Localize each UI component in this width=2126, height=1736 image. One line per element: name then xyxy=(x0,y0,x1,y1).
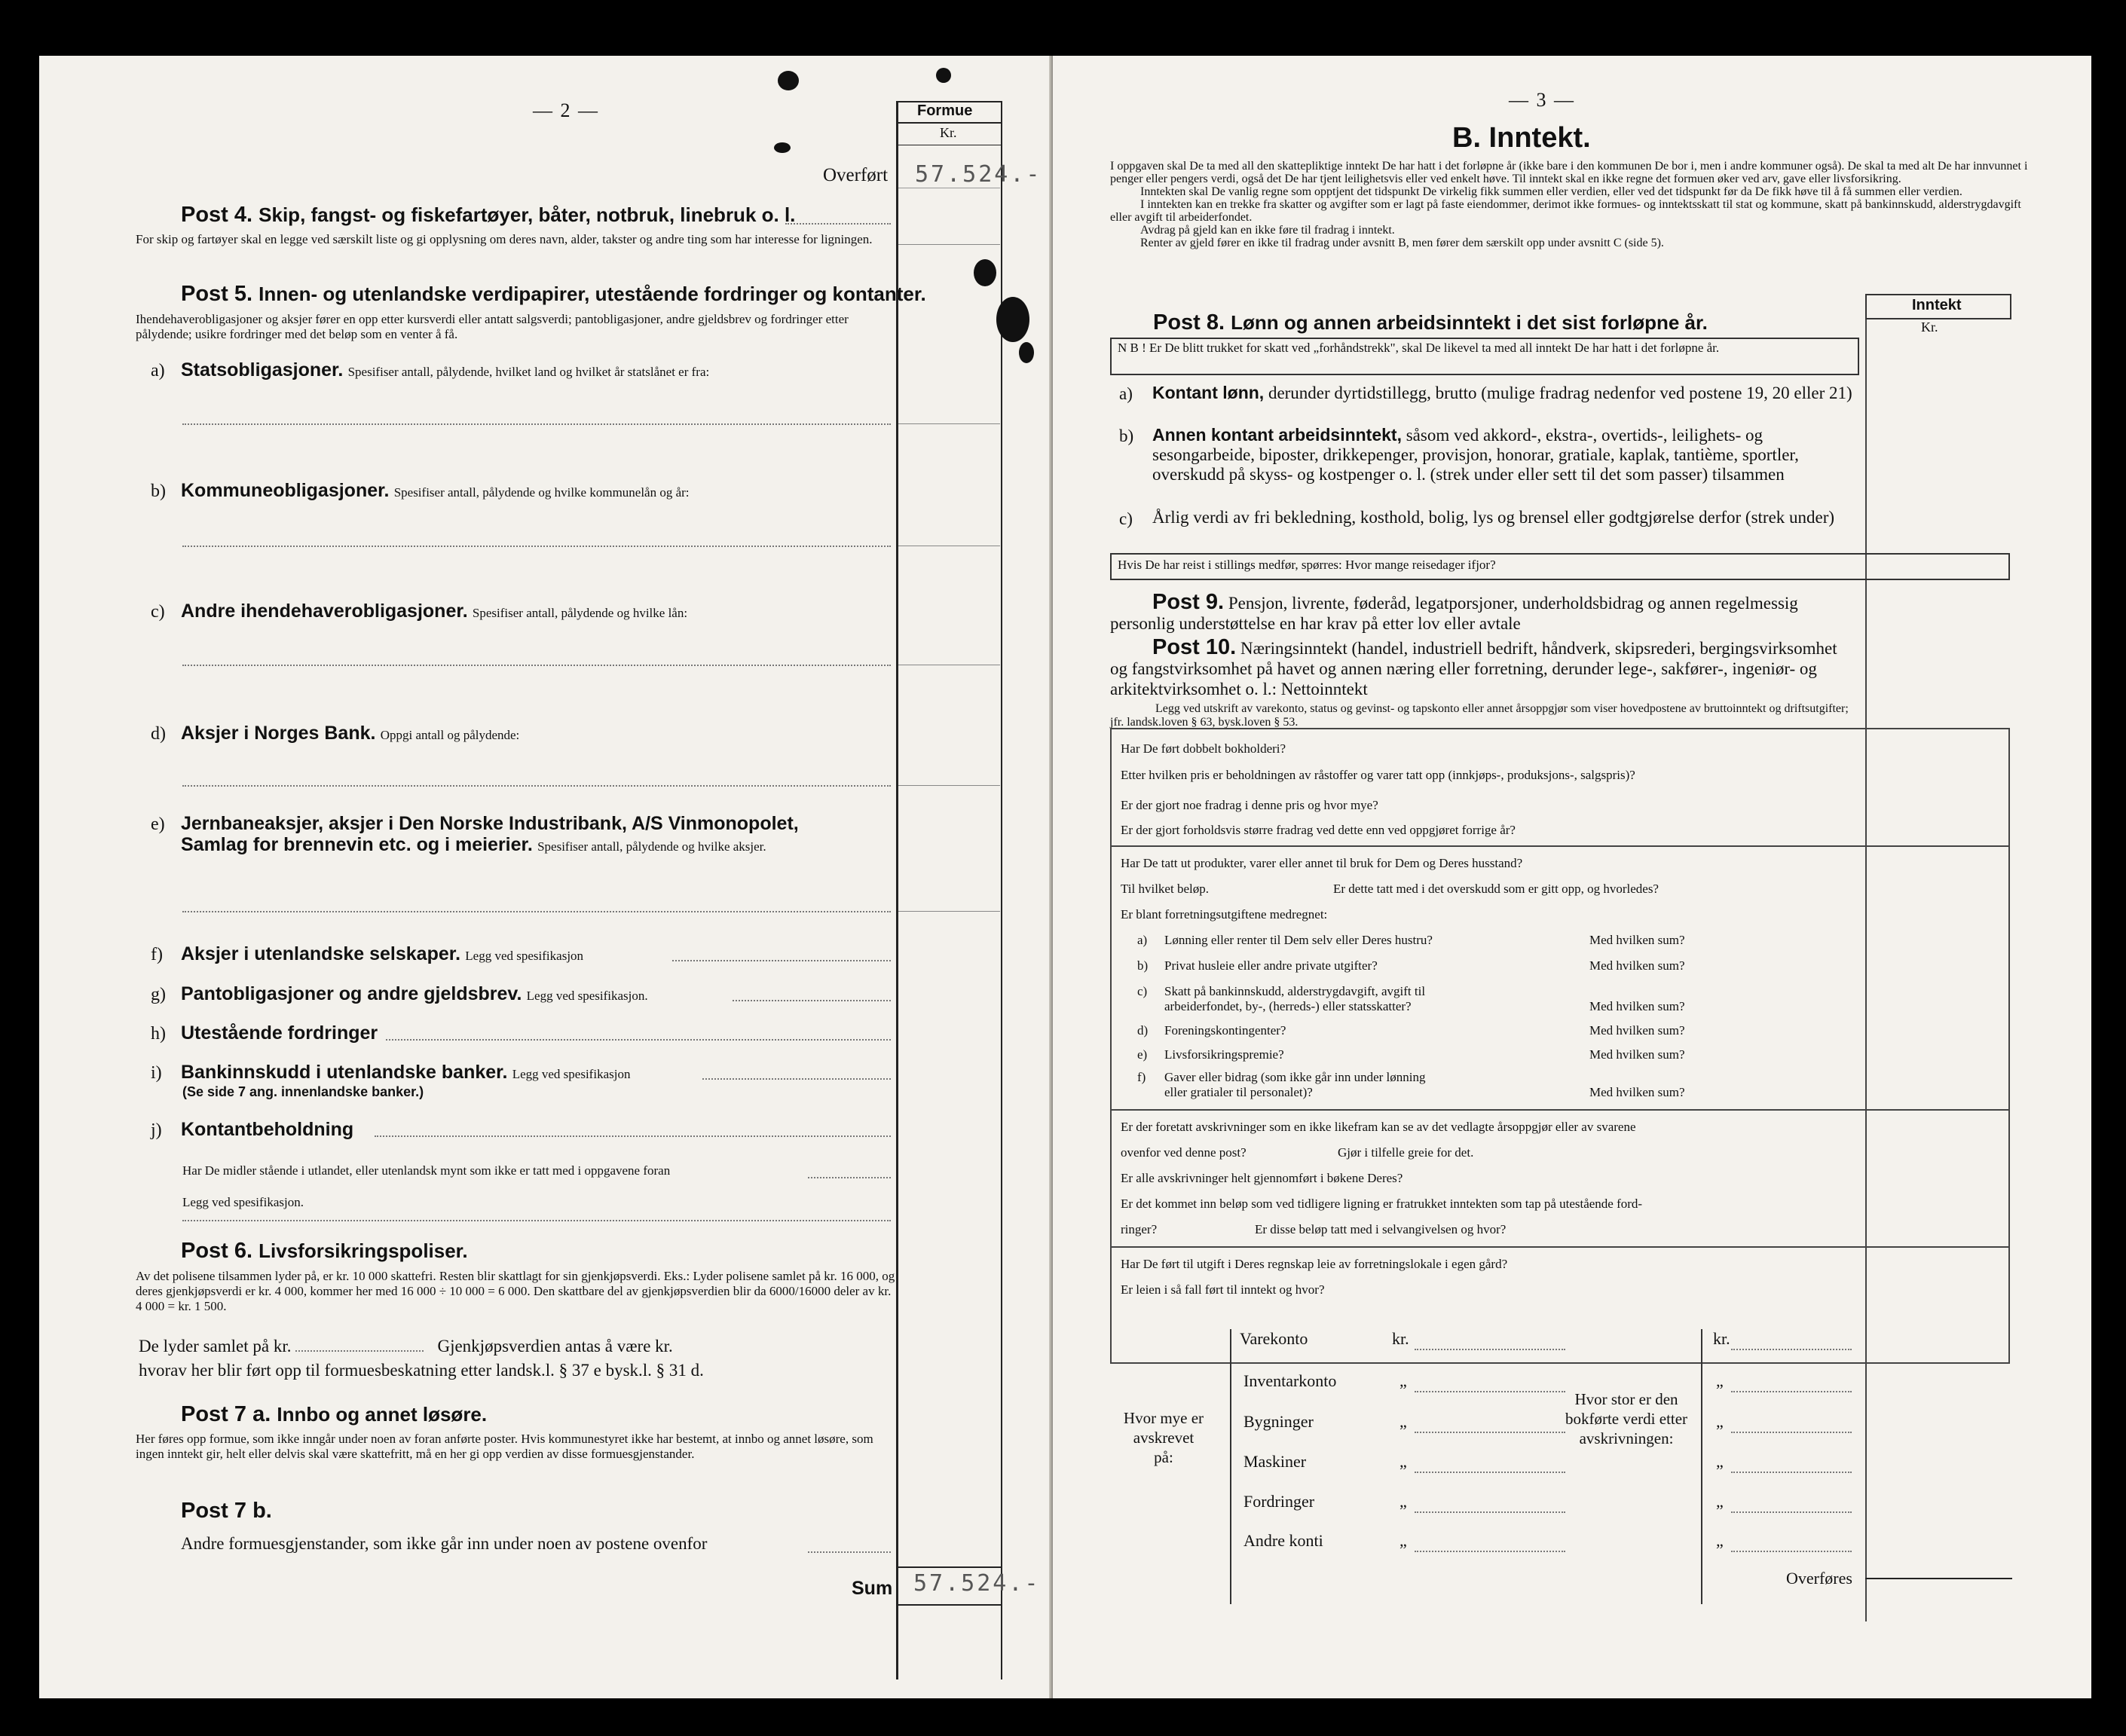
questions-divider xyxy=(1110,1109,2008,1111)
avskr-kr: kr. xyxy=(1713,1329,1730,1348)
post4-title xyxy=(181,203,795,228)
formue-row-line xyxy=(898,911,1000,912)
write-line[interactable] xyxy=(182,1220,891,1221)
item-letter: a) xyxy=(1119,384,1133,403)
item-desc: Legg ved spesifikasjon xyxy=(512,1067,631,1081)
question: Skatt på bankinnskudd, alderstrygdavgift, avgift til xyxy=(1164,984,1426,998)
write-line[interactable] xyxy=(182,546,891,547)
item-desc: Legg ved spesifikasjon xyxy=(465,949,584,963)
inntekt-header: Inntekt xyxy=(1912,297,1962,313)
item-letter: e) xyxy=(1137,1047,1148,1062)
pantobligasjoner-item xyxy=(181,983,648,1005)
jernbaneaksjer-item xyxy=(181,813,799,835)
item-text: derunder dyrtidstillegg, brutto (mulige fradrag nedenfor ved postene 19, 20 eller 21) xyxy=(1268,384,1852,402)
item-label: Jernbaneaksjer, aksjer i Den Norske Industribank, A/S Vinmonopolet, xyxy=(181,813,799,834)
avskr-field[interactable] xyxy=(1415,1511,1565,1513)
overfores-label: Overføres xyxy=(1786,1569,1852,1588)
sum-rule xyxy=(896,1566,1002,1568)
aksjer-norges-bank-item xyxy=(181,723,519,744)
ditto-mark: „ xyxy=(1716,1452,1724,1471)
item-desc: Oppgi antall og pålydende: xyxy=(380,728,520,742)
kommuneobligasjoner-item xyxy=(181,480,690,502)
sum-question: Med hvilken sum? xyxy=(1589,933,1685,947)
item-label: Statsobligasjoner. xyxy=(181,359,344,381)
post9-number: Post 9. xyxy=(1152,590,1225,614)
post6-line2: hvorav her blir ført opp til formuesbeskatning etter landsk.l. § 37 e bysk.l. § 31 d. xyxy=(139,1361,704,1380)
item-label: Annen kontant arbeidsinntekt, xyxy=(1152,425,1402,445)
question: ringer? xyxy=(1121,1222,1158,1236)
formue-header-rule xyxy=(896,122,1002,124)
question: Er dette tatt med i det overskudd som er gitt opp, og hvorledes? xyxy=(1333,882,1659,896)
avskr-field[interactable] xyxy=(1415,1391,1565,1392)
ditto-mark: „ xyxy=(1399,1492,1407,1511)
ditto-mark: „ xyxy=(1399,1412,1407,1431)
question: Er det kommet inn beløp som ved tidligere ligning er fratrukket inntekten som tap på utestående ford- xyxy=(1121,1197,1643,1211)
avskrevet-label: Hvor mye er avskrevet på: xyxy=(1123,1409,1204,1466)
question: Har De tatt ut produkter, varer eller annet til bruk for Dem og Deres husstand? xyxy=(1121,856,1523,870)
item-letter: b) xyxy=(151,481,166,501)
avskr-row-label: Varekonto xyxy=(1240,1329,1308,1348)
post7a-title xyxy=(181,1402,487,1427)
ditto-mark: „ xyxy=(1716,1371,1724,1390)
post6-heading: Livsforsikringspoliser. xyxy=(258,1239,468,1262)
item-desc: Spesifiser antall, pålydende og hvilke aksjer. xyxy=(537,839,766,854)
right-page xyxy=(1053,56,2091,1698)
bankinnskudd-subnote: (Se side 7 ang. innenlandske banker.) xyxy=(182,1084,424,1099)
post6-number: Post 6. xyxy=(181,1239,253,1263)
post5-heading: Innen- og utenlandske verdipapirer, utestående fordringer og kontanter. xyxy=(258,283,926,305)
write-line[interactable] xyxy=(702,1078,891,1080)
question: Gjør i tilfelle greie for det. xyxy=(1338,1145,1474,1160)
item-letter: e) xyxy=(151,815,165,834)
item-letter: c) xyxy=(151,602,165,622)
avskr-row-label: Fordringer xyxy=(1243,1492,1315,1511)
left-page xyxy=(39,56,1053,1698)
post6-gjenkjop-label: Gjenkjøpsverdien antas å være kr. xyxy=(437,1337,673,1355)
avskr-field[interactable] xyxy=(1415,1432,1565,1433)
post4-desc: For skip og fartøyer skal en legge ved særskilt liste og gi opplysning om deres navn, alder, takster og andre ting som har interesse for ligningen. xyxy=(136,232,873,246)
post9-text: Pensjon, livrente, føderåd, legatporsjoner, underholdsbidrag og annen regelmessig personlig understøttelse en har krav på etter lov eller avtale xyxy=(1110,594,1798,633)
item-letter: b) xyxy=(1119,426,1134,445)
page-number: — 2 — xyxy=(533,99,599,121)
question: Er blant forretningsutgiftene medregnet: xyxy=(1121,907,1328,921)
item-letter: c) xyxy=(1119,509,1133,528)
write-line[interactable] xyxy=(808,1551,891,1553)
ink-blot xyxy=(774,142,791,153)
post5-desc: Ihendehaverobligasjoner og aksjer fører en opp etter kursverdi eller antatt salgsverdi; pantobligasjoner, andre gjeldsbrev og fordringer etter pålydende; usikre fordringer med det beløp som en venter å få. xyxy=(136,312,849,341)
formue-row-line xyxy=(898,785,1000,786)
post8-title xyxy=(1153,310,1708,335)
sum-bottom-rule xyxy=(896,1604,1002,1606)
item-label: Samlag for brennevin etc. og i meierier. xyxy=(181,834,533,855)
bokfort-verdi-label: Hvor stor er den bokførte verdi etter avskrivningen: xyxy=(1565,1390,1688,1447)
post7b-title: Post 7 b. xyxy=(181,1499,272,1523)
item-desc: Spesifiser antall, pålydende, hvilket land og hvilket år statslånet er fra: xyxy=(347,365,710,379)
item-letter: h) xyxy=(151,1024,166,1044)
item-label: Aksjer i Norges Bank. xyxy=(181,723,376,744)
write-line[interactable] xyxy=(182,665,891,666)
intro-paragraph: Inntekten skal De vanlig regne som opptjent det tidspunkt De virkelig fikk summen eller verdien, eller ved det tidspunkt før da De fikk høve til å få summen eller verdien. xyxy=(1140,185,1962,198)
item-label: Andre ihendehaverobligasjoner. xyxy=(181,601,468,622)
overfort-value: 57.524.- xyxy=(915,161,1042,188)
intro-block xyxy=(1110,160,2039,249)
question: Livsforsikringspremie? xyxy=(1164,1047,1284,1062)
ink-blot xyxy=(1019,342,1034,363)
ditto-mark: „ xyxy=(1716,1412,1724,1431)
avskr-row-label: Bygninger xyxy=(1243,1412,1314,1431)
formue-row-line xyxy=(898,244,1000,245)
item-desc: Spesifiser antall, pålydende og hvilke lån: xyxy=(472,606,688,620)
item-letter: j) xyxy=(151,1120,162,1140)
ink-blot xyxy=(778,71,799,90)
questions-divider xyxy=(1110,845,2008,847)
write-line[interactable] xyxy=(672,960,891,961)
avskr-field[interactable] xyxy=(1415,1551,1565,1552)
write-line[interactable] xyxy=(808,1177,891,1178)
jernbaneaksjer-item-line2 xyxy=(181,834,766,856)
nb-text: N B ! Er De blitt trukket for skatt ved „forhåndstrekk", skal De likevel ta med all inntekt De har hatt i det forløpne år. xyxy=(1118,341,1720,355)
write-line[interactable] xyxy=(733,1000,891,1001)
item-label: Utestående fordringer xyxy=(181,1022,378,1044)
post10-note: Legg ved utskrift av varekonto, status og gevinst- og tapskonto eller annet årsoppgjør som viser hovedpostene av bruttoinntekt og driftsutgifter; jfr. landsk.loven § 63, bysk.loven § 53. xyxy=(1110,702,1849,729)
question: ovenfor ved denne post? xyxy=(1121,1145,1247,1160)
write-line[interactable] xyxy=(386,1039,891,1041)
question: Er der gjort forholdsvis større fradrag ved dette enn ved oppgjøret forrige år? xyxy=(1121,823,1516,837)
kontant-lonn-item xyxy=(1152,383,1861,403)
intro-paragraph: I inntekten kan en trekke fra skatter og avgifter som er lagt på faste eiendommer, derimot ikke formues- og inntektsskatt til stat og kommune, skatt på bankinnskudd, alderstrygdavgift eller avgift til arbeiderfondet. xyxy=(1110,198,2021,224)
kontant-note-spec: Legg ved spesifikasjon. xyxy=(182,1195,304,1209)
ditto-mark: „ xyxy=(1716,1492,1724,1511)
write-line[interactable] xyxy=(182,785,891,787)
verdi-field[interactable] xyxy=(1731,1511,1852,1513)
item-letter: f) xyxy=(1137,1070,1146,1084)
avskr-row-label: Maskiner xyxy=(1243,1452,1307,1471)
item-letter: a) xyxy=(1137,933,1148,947)
post6-desc: Av det polisene tilsammen lyder på, er kr. 10 000 skattefri. Resten blir skattlagt for sin gjenkjøpsverdi. Eks.: Lyder polisene samlet på kr. 16 000, og deres gjenkjøpsverdi er kr. 4 000, kommer her med 16 000 ÷ 10 000 = 6 000. Den skattbare del av gjenkjøpsverdien blir da 6000/16000 deler av kr. 4 000 = kr. 1 500. xyxy=(136,1269,895,1313)
post4-heading: Skip, fangst- og fiskefartøyer, båter, notbruk, linebruk o. l. xyxy=(258,203,796,226)
post7b-desc: Andre formuesgjenstander, som ikke går inn under noen av postene ovenfor xyxy=(181,1534,708,1553)
post7a-heading: Innbo og annet løsøre. xyxy=(277,1403,488,1426)
post8-heading: Lønn og annen arbeidsinntekt i det sist forløpne år. xyxy=(1231,311,1708,334)
ditto-mark: „ xyxy=(1399,1531,1407,1550)
item-letter: b) xyxy=(1137,958,1149,973)
post6-samlet-label: De lyder samlet på kr. xyxy=(139,1337,292,1355)
overfores-rule xyxy=(1865,1578,2012,1579)
post4-number: Post 4. xyxy=(181,203,253,227)
post10-number: Post 10. xyxy=(1152,635,1237,659)
item-letter: g) xyxy=(151,985,166,1004)
item-label: Aksjer i utenlandske selskaper. xyxy=(181,943,461,964)
post5-number: Post 5. xyxy=(181,282,253,306)
bankinnskudd-item xyxy=(181,1062,630,1083)
sum-value: 57.524.- xyxy=(913,1570,1041,1597)
overfort-label: Overført xyxy=(823,165,889,185)
section-title: B. Inntekt. xyxy=(1452,122,1591,154)
item-letter: d) xyxy=(1137,1023,1149,1038)
ink-blot xyxy=(996,297,1029,342)
item-letter: a) xyxy=(151,361,165,381)
post10-block xyxy=(1110,637,1856,699)
post5-title xyxy=(181,282,926,307)
post10-text: Næringsinntekt (handel, industriell bedrift, håndverk, skipsrederi, bergingsvirksomhet og fangstvirksomhet på havet og annen næring eller forretning, derunder lege-, sakfører-, ingeniør- og arkitektvirksomhet o. l.: Nettoinntekt xyxy=(1110,639,1837,698)
avskr-field[interactable] xyxy=(1415,1349,1565,1350)
ditto-mark: „ xyxy=(1399,1452,1407,1471)
reise-question: Hvis De har reist i stillings medfør, spørres: Hvor mange reisedager ifjor? xyxy=(1118,558,1496,572)
question: Lønning eller renter til Dem selv eller Deres hustru? xyxy=(1164,933,1433,947)
question: Privat husleie eller andre private utgifter? xyxy=(1164,958,1378,973)
item-label: Pantobligasjoner og andre gjeldsbrev. xyxy=(181,983,522,1004)
fri-bekledning-item: Årlig verdi av fri bekledning, kosthold, bolig, lys og brensel eller godtgjørelse derfor (strek under) xyxy=(1152,508,1835,527)
post6-title xyxy=(181,1239,468,1264)
item-letter: i) xyxy=(151,1063,162,1083)
formue-header: Formue xyxy=(917,102,973,119)
question: Har De ført dobbelt bokholderi? xyxy=(1121,741,1286,756)
question: Er der foretatt avskrivninger som en ikke likefram kan se av det vedlagte årsoppgjør eller av svarene xyxy=(1121,1120,1636,1134)
sum-question: Med hvilken sum? xyxy=(1589,1085,1685,1099)
question: Er disse beløp tatt med i selvangivelsen og hvor? xyxy=(1255,1222,1507,1236)
avskr-field[interactable] xyxy=(1415,1472,1565,1473)
item-desc: Spesifiser antall, pålydende og hvilke kommunelån og år: xyxy=(393,485,690,500)
question: Foreningskontingenter? xyxy=(1164,1023,1286,1038)
annen-arbeidsinntekt-item xyxy=(1152,425,1861,484)
verdi-field[interactable] xyxy=(1731,1551,1852,1552)
statsobligasjoner-item xyxy=(181,359,709,381)
andre-ihendehaverobligasjoner-item xyxy=(181,601,687,622)
post4-dots xyxy=(785,223,891,225)
ditto-mark: „ xyxy=(1716,1531,1724,1550)
formue-column-right-rule xyxy=(1001,101,1002,1679)
avskr-left-rule xyxy=(1230,1329,1231,1604)
page-number: — 3 — xyxy=(1509,89,1575,111)
verdi-field[interactable] xyxy=(1731,1472,1852,1473)
verdi-field[interactable] xyxy=(1731,1391,1852,1392)
question: arbeiderfondet, by-, (herreds-) eller statsskatter? xyxy=(1164,999,1412,1013)
item-letter: f) xyxy=(151,945,163,964)
item-label: Kontant lønn, xyxy=(1152,383,1265,402)
avskr-kr: kr. xyxy=(1392,1329,1409,1348)
formue-kr-label: Kr. xyxy=(940,125,957,140)
question: Etter hvilken pris er beholdningen av råstoffer og varer tatt opp (innkjøps-, produksjons-, salgspris)? xyxy=(1121,768,1635,782)
question: Er der gjort noe fradrag i denne pris og hvor mye? xyxy=(1121,798,1378,812)
sum-label: Sum xyxy=(852,1578,893,1599)
write-line[interactable] xyxy=(182,911,891,912)
ink-blot xyxy=(974,259,996,286)
item-letter: c) xyxy=(1137,984,1148,998)
question: Er leien i så fall ført til inntekt og hvor? xyxy=(1121,1282,1325,1297)
item-desc: Legg ved spesifikasjon. xyxy=(526,989,648,1003)
ink-blot xyxy=(936,68,951,83)
intro-paragraph: Renter av gjeld fører en ikke til fradrag under avsnitt B, men fører dem særskilt opp under avsnitt C (side 5). xyxy=(1140,237,1664,249)
post7a-number: Post 7 a. xyxy=(181,1402,271,1426)
question: Til hvilket beløp. xyxy=(1121,882,1209,896)
item-text: såsom ved akkord-, ekstra-, overtids-, leilighets- og sesongarbeide, biposter, drikkepenger, provisjon, honorar, gratiale, kaplak, tantième, sportler, overskudd på skyss- og kostpenger o. l. (strek under eller sett til det som passer) tilsammen xyxy=(1152,426,1799,484)
avskr-mid-rule xyxy=(1701,1329,1702,1604)
kontantbeholdning-item xyxy=(181,1119,353,1141)
item-label: Kommuneobligasjoner. xyxy=(181,480,390,501)
sum-question: Med hvilken sum? xyxy=(1589,1047,1685,1062)
item-label: Bankinnskudd i utenlandske banker. xyxy=(181,1062,508,1083)
question: Gaver eller bidrag (som ikke går inn under lønning xyxy=(1164,1070,1426,1084)
sum-question: Med hvilken sum? xyxy=(1589,958,1685,973)
item-letter: d) xyxy=(151,724,166,744)
intro-paragraph: I oppgaven skal De ta med all den skattepliktige inntekt De har hatt i det forløpne år (ikke bare i den kommunen De bor i, men i andre kommuner også). De skal ta med alt De har innvunnet i penger eller pengers verdi, også det De har tjent leilighetsvis eller ved enkelt høve. Til inntekt skal en ikke regne det formuen øker ved arv, gave eller livsforsikring. xyxy=(1110,160,2028,185)
formue-row-line xyxy=(898,423,1000,424)
avskr-row-label: Inventarkonto xyxy=(1243,1371,1337,1390)
write-line[interactable] xyxy=(375,1135,891,1137)
avskr-row-label: Andre konti xyxy=(1243,1531,1323,1550)
inntekt-kr-label: Kr. xyxy=(1921,319,1938,335)
item-label: Kontantbeholdning xyxy=(181,1119,354,1140)
verdi-field[interactable] xyxy=(1731,1432,1852,1433)
post9-block xyxy=(1110,592,1856,634)
aksjer-utenlandske-item xyxy=(181,943,583,965)
question: eller gratialer til personalet)? xyxy=(1164,1085,1313,1099)
sum-question: Med hvilken sum? xyxy=(1589,1023,1685,1038)
post8-number: Post 8. xyxy=(1153,310,1225,335)
post7a-desc: Her føres opp formue, som ikke inngår under noen av foran anførte poster. Hvis kommunestyret ikke har bestemt, at innbo og annet løsøre, som ingen inntekt gir, helt eller delvis skal være skattefritt, må en her gi opp verdien av disse formuesgjenstander. xyxy=(136,1432,873,1461)
question: Er alle avskrivninger helt gjennomført i bøkene Deres? xyxy=(1121,1171,1403,1185)
sum-question: Med hvilken sum? xyxy=(1589,999,1685,1013)
intro-paragraph: Avdrag på gjeld kan en ikke føre til fradrag i inntekt. xyxy=(1140,224,1395,237)
question: Har De ført til utgift i Deres regnskap leie av forretningslokale i egen gård? xyxy=(1121,1257,1508,1271)
verdi-field[interactable] xyxy=(1731,1349,1852,1350)
samlet-field[interactable] xyxy=(295,1350,424,1352)
post6-line1 xyxy=(139,1337,673,1356)
kontant-note: Har De midler stående i utlandet, eller utenlandsk mynt som ikke er tatt med i oppgavene foran xyxy=(182,1163,671,1178)
write-line[interactable] xyxy=(182,423,891,425)
utestaende-fordringer-item xyxy=(181,1022,378,1044)
questions-divider xyxy=(1110,1246,2008,1248)
ditto-mark: „ xyxy=(1399,1371,1407,1390)
